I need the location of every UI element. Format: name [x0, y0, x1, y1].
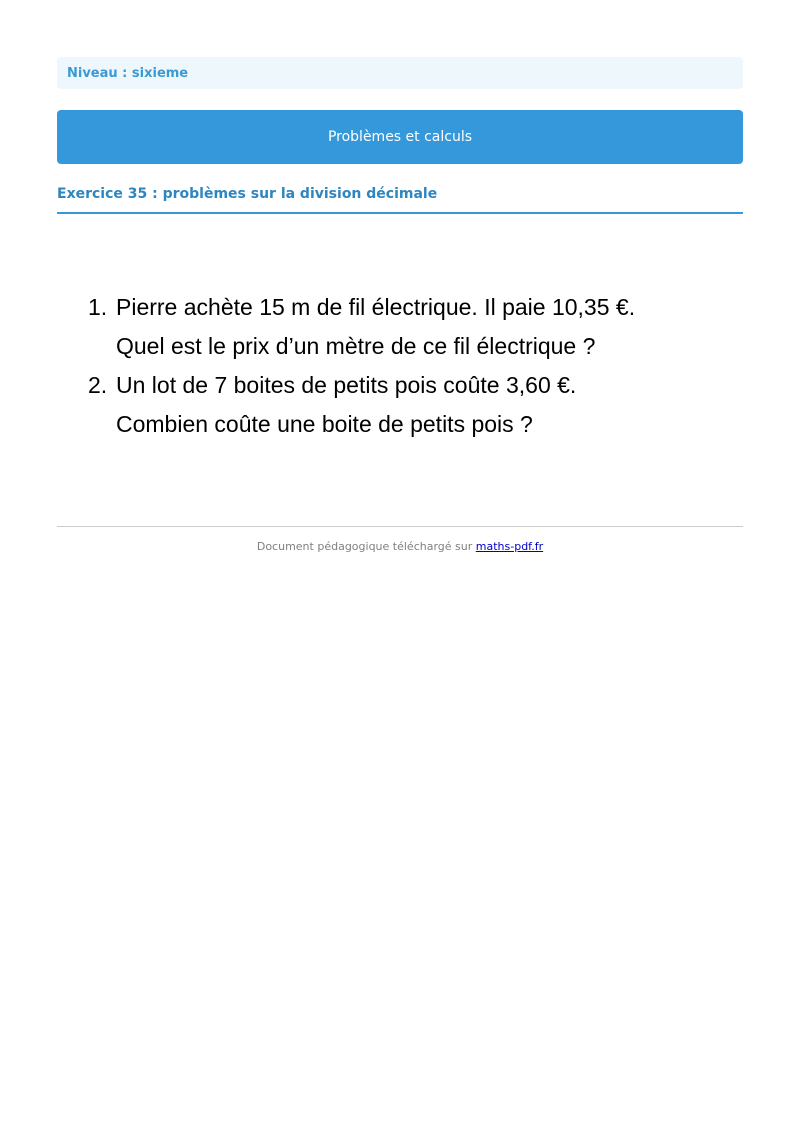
problem-item — [88, 366, 748, 444]
title-divider — [57, 212, 743, 214]
exercise-title: Exercice 35 : problèmes sur la division décimale — [57, 186, 438, 202]
footer — [57, 540, 743, 553]
footer-link[interactable]: maths-pdf.fr — [475, 540, 544, 553]
problem-number: 2. — [88, 372, 108, 398]
topic-title: Problèmes et calculs — [327, 129, 473, 145]
problem-text-line: Pierre achète 15 m de fil électrique. Il paie 10,35 €. — [116, 294, 636, 320]
topic-banner — [57, 110, 743, 164]
level-box — [57, 57, 743, 89]
footer-divider — [57, 526, 743, 527]
problem-text-line: Combien coûte une boite de petits pois ? — [116, 411, 533, 437]
problem-number: 1. — [88, 294, 108, 320]
problem-text-line: Quel est le prix d’un mètre de ce fil électrique ? — [116, 333, 596, 359]
footer-text: Document pédagogique téléchargé sur — [256, 540, 473, 553]
level-label: Niveau : sixieme — [67, 65, 189, 81]
problem-list — [88, 288, 748, 444]
problem-item — [88, 288, 748, 366]
problem-text-line: Un lot de 7 boites de petits pois coûte 3,60 €. — [116, 372, 577, 398]
